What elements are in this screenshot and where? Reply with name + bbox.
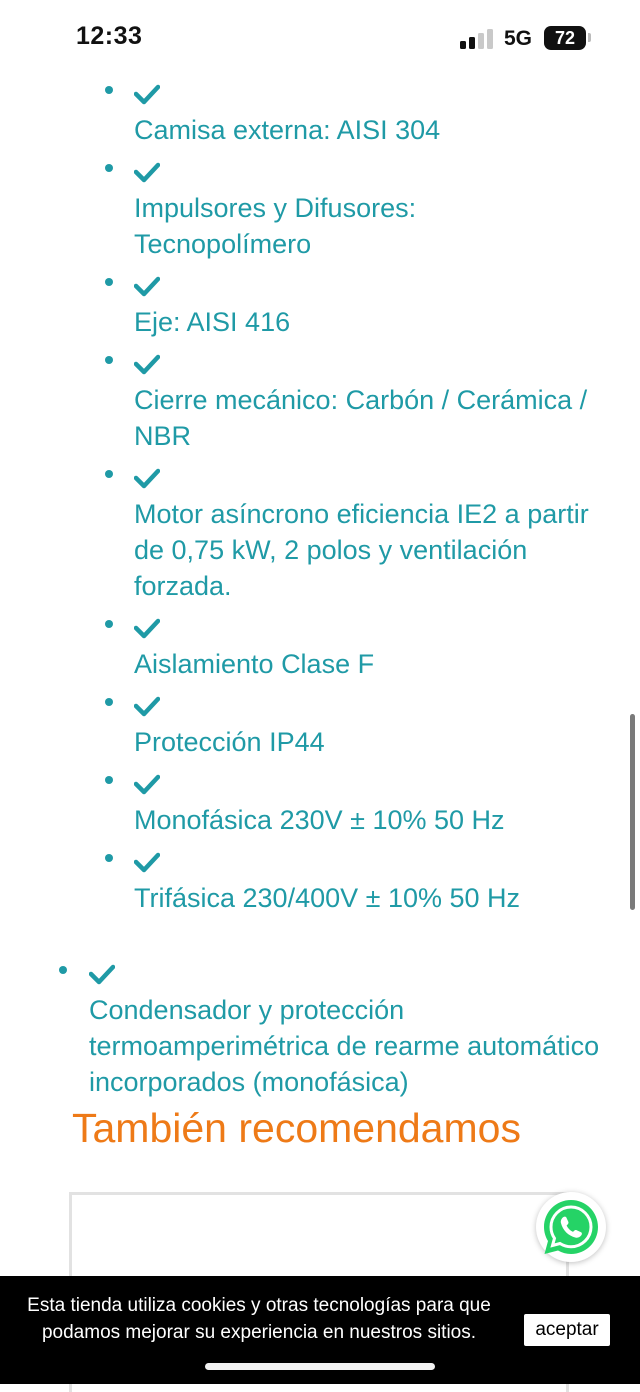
status-time: 12:33: [76, 22, 143, 50]
list-item: [0, 956, 640, 1100]
check-icon: [134, 346, 600, 382]
feature-text: Aislamiento Clase F: [134, 649, 375, 679]
whatsapp-button[interactable]: [536, 1192, 606, 1262]
scrollbar[interactable]: [630, 714, 635, 910]
bullet: [105, 854, 113, 862]
bullet: [105, 620, 113, 628]
feature-text: Protección IP44: [134, 727, 325, 757]
bullet: [105, 278, 113, 286]
bullet: [105, 86, 113, 94]
check-icon: [134, 460, 600, 496]
list-item: [0, 346, 640, 454]
check-icon: [89, 956, 600, 992]
list-item: [0, 688, 640, 760]
list-item: [0, 610, 640, 682]
feature-text: Cierre mecánico: Carbón / Cerámica / NBR: [134, 385, 588, 451]
check-icon: [134, 76, 600, 112]
bullet: [105, 698, 113, 706]
accept-cookies-button[interactable]: aceptar: [524, 1314, 610, 1346]
list-item: [0, 766, 640, 838]
bullet: [105, 164, 113, 172]
check-icon: [134, 688, 600, 724]
feature-text: Motor asíncrono eficiencia IE2 a partir de 0,75 kW, 2 polos y ventilación forzada.: [134, 499, 589, 601]
bullet: [105, 470, 113, 478]
feature-text: Monofásica 230V ± 10% 50 Hz: [134, 805, 505, 835]
check-icon: [134, 766, 600, 802]
list-item: [0, 154, 640, 262]
battery-tip: [588, 33, 591, 42]
status-bar: [0, 0, 640, 76]
check-icon: [134, 844, 600, 880]
cellular-signal-icon: [460, 29, 494, 49]
list-item: [0, 844, 640, 916]
check-icon: [134, 154, 600, 190]
check-icon: [134, 610, 600, 646]
bullet: [59, 966, 67, 974]
feature-list: [0, 76, 640, 1106]
feature-text: Eje: AISI 416: [134, 307, 291, 337]
list-item: [0, 460, 640, 604]
feature-text: Condensador y protección termoamperimétrica de rearme automático incorporados (monofásica): [89, 995, 600, 1097]
feature-text: Camisa externa: AISI 304: [134, 115, 441, 145]
feature-text: Trifásica 230/400V ± 10% 50 Hz: [134, 883, 521, 913]
list-item: [0, 76, 640, 148]
home-indicator[interactable]: [205, 1363, 435, 1370]
check-icon: [134, 268, 600, 304]
bullet: [105, 776, 113, 784]
feature-text: Impulsores y Difusores: Tecnopolímero: [134, 193, 417, 259]
bullet: [105, 356, 113, 364]
whatsapp-icon: [539, 1195, 603, 1259]
network-type: 5G: [504, 27, 533, 50]
recommend-title: También recomendamos: [72, 1105, 521, 1151]
battery-icon: 72: [544, 26, 586, 50]
cookie-message: Esta tienda utiliza cookies y otras tecnologías para que podamos mejorar su experiencia en nuestros sitios.: [27, 1295, 491, 1343]
list-item: [0, 268, 640, 340]
